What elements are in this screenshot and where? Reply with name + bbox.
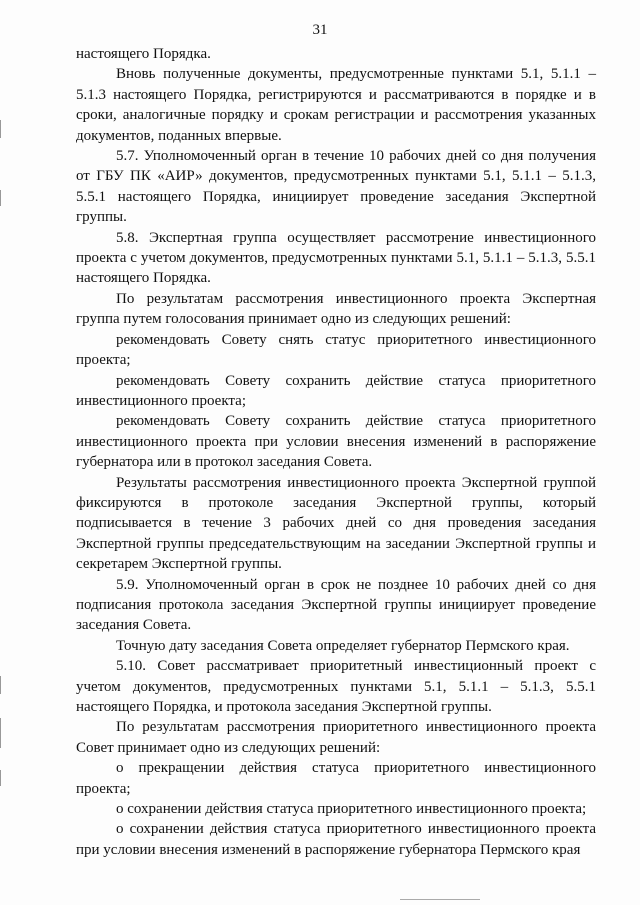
- page-number: 31: [312, 22, 328, 38]
- paragraph: Точную дату заседания Совета определяет губернатор Пермского края.: [116, 637, 570, 654]
- scan-margin-mark: [0, 676, 1, 694]
- paragraph: о сохранении действия статуса приоритетного инвестиционного проекта;: [116, 801, 587, 818]
- document-body: [76, 44, 596, 860]
- paragraph: Вновь полученные документы, предусмотренные пунктами 5.1, 5.1.1 – 5.1.3 настоящего Порядка, регистрируются и рассматриваются в порядке и в сроки, аналогичные порядку и срокам регистрации и рассмотрения указанных документов, поданных впервые.: [76, 66, 596, 144]
- scan-margin-mark: [0, 120, 1, 138]
- paragraph: По результатам рассмотрения приоритетного инвестиционного проекта Совет принимает одно из следующих решений:: [76, 719, 596, 756]
- paragraph: о прекращении действия статуса приоритетного инвестиционного проекта;: [76, 760, 596, 797]
- paragraph: 5.8. Экспертная группа осуществляет рассмотрение инвестиционного проекта с учетом документов, предусмотренных пунктами 5.1, 5.1.1 – 5.1.3, 5.5.1 настоящего Порядка.: [76, 229, 596, 287]
- paragraph: По результатам рассмотрения инвестиционного проекта Экспертная группа путем голосования принимает одно из следующих решений:: [76, 290, 596, 328]
- scan-edge-mark: [400, 899, 480, 900]
- scan-margin-mark: [0, 190, 1, 206]
- paragraph: о сохранении действия статуса приоритетного инвестиционного проекта при условии внесения изменений в распоряжение губернатора Пермского края: [76, 821, 596, 858]
- scan-margin-mark: [0, 770, 1, 786]
- paragraph: настоящего Порядка.: [76, 46, 211, 62]
- paragraph: 5.9. Уполномоченный орган в срок не позднее 10 рабочих дней со дня подписания протокола заседания Экспертной группы инициирует проведение заседания Совета.: [76, 576, 596, 634]
- scan-margin-mark: [0, 718, 1, 748]
- paragraph: Результаты рассмотрения инвестиционного проекта Экспертной группой фиксируются в протоколе заседания Экспертной группы, который подписывается в течение 3 рабочих дней со дня проведения заседания Экспертной группы председательствующим на заседании Экспертной группы и секретарем Экспертной группы.: [76, 474, 596, 573]
- paragraph: 5.10. Совет рассматривает приоритетный инвестиционный проект с учетом документов, предусмотренных пунктами 5.1, 5.1.1 – 5.1.3, 5.5.1 настоящего Порядка, и протокола заседания Экспертной группы.: [76, 658, 596, 715]
- paragraph: 5.7. Уполномоченный орган в течение 10 рабочих дней со дня получения от ГБУ ПК «АИР» документов, предусмотренных пунктами 5.1, 5.1.1 – 5.1.3, 5.5.1 настоящего Порядка, инициирует проведение заседания Экспертной группы.: [76, 148, 596, 226]
- paragraph: рекомендовать Совету снять статус приоритетного инвестиционного проекта;: [76, 331, 596, 369]
- paragraph: рекомендовать Совету сохранить действие статуса приоритетного инвестиционного проекта;: [76, 372, 596, 409]
- paragraph: рекомендовать Совету сохранить действие статуса приоритетного инвестиционного проекта при условии внесения изменений в распоряжение губернатора или в протокол заседания Совета.: [76, 413, 596, 471]
